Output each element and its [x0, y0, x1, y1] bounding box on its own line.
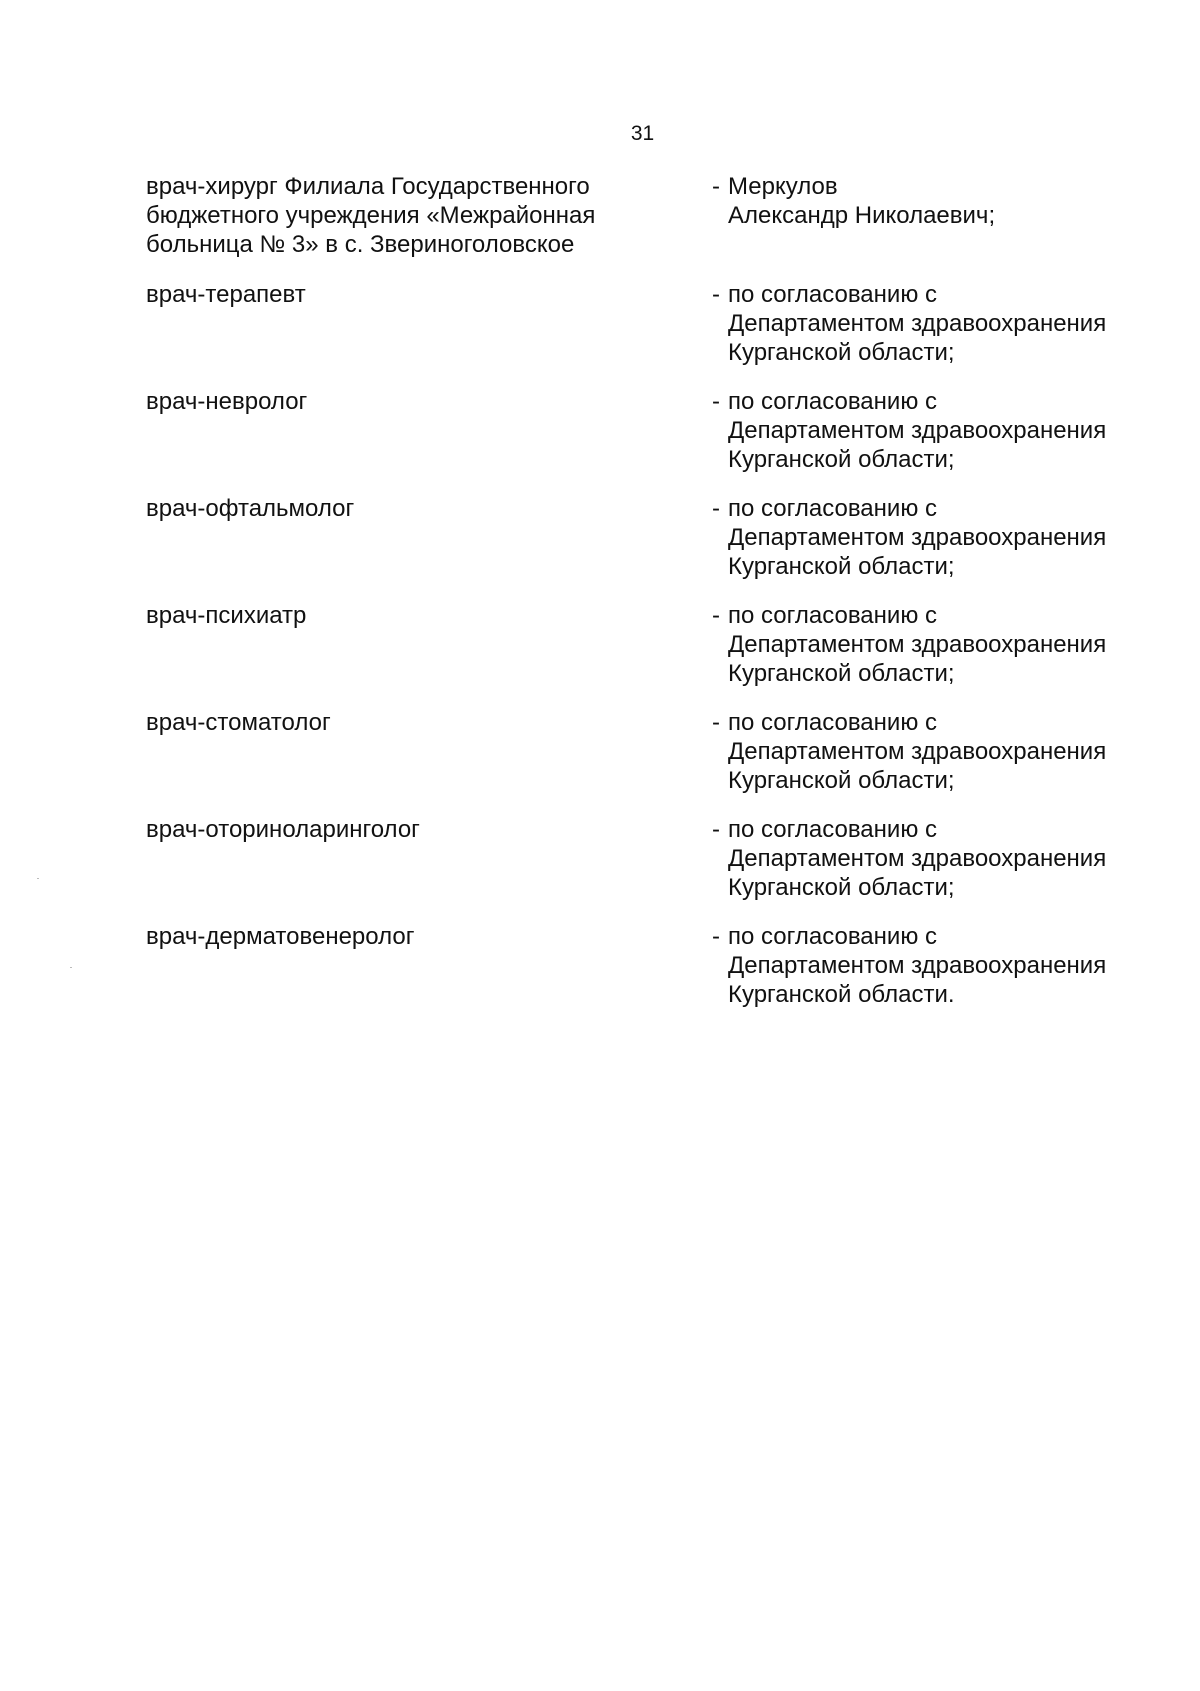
- assignee-text: по согласованию с Департаментом здравоохранения Курганской области;: [728, 495, 1107, 580]
- commission-list: [146, 172, 1146, 1029]
- list-dash: -: [712, 923, 720, 950]
- assignee: [712, 922, 1146, 1009]
- list-dash: -: [712, 816, 720, 843]
- list-dash: -: [712, 388, 720, 415]
- scan-speck: [37, 878, 39, 879]
- list-dash: -: [712, 495, 720, 522]
- list-dash: -: [712, 602, 720, 629]
- list-item: [146, 922, 1146, 1009]
- assignee-text: по согласованию с Департаментом здравоохранения Курганской области;: [728, 388, 1107, 473]
- list-item: [146, 494, 1146, 581]
- position-title: врач-терапевт: [146, 281, 306, 308]
- position-title: врач-психиатр: [146, 602, 307, 629]
- assignee: [712, 387, 1146, 474]
- assignee-text: по согласованию с Департаментом здравоохранения Курганской области;: [728, 816, 1107, 901]
- position-title: врач-дерматовенеролог: [146, 923, 415, 950]
- list-item: [146, 601, 1146, 688]
- page-number: 31: [630, 122, 655, 145]
- assignee: [712, 280, 1146, 367]
- assignee-text: по согласованию с Департаментом здравоохранения Курганской области.: [728, 923, 1107, 1008]
- list-item: [146, 280, 1146, 367]
- list-dash: -: [712, 709, 720, 736]
- assignee: [712, 708, 1146, 795]
- assignee: [712, 172, 1146, 230]
- list-item: [146, 387, 1146, 474]
- assignee-text: по согласованию с Департаментом здравоохранения Курганской области;: [728, 709, 1107, 794]
- list-item: [146, 172, 1146, 259]
- assignee-text: Меркулов Александр Николаевич;: [728, 173, 996, 229]
- assignee: [712, 815, 1146, 902]
- assignee: [712, 601, 1146, 688]
- list-dash: -: [712, 173, 720, 200]
- list-item: [146, 708, 1146, 795]
- assignee: [712, 494, 1146, 581]
- assignee-text: по согласованию с Департаментом здравоохранения Курганской области;: [728, 281, 1107, 366]
- list-item: [146, 815, 1146, 902]
- assignee-text: по согласованию с Департаментом здравоохранения Курганской области;: [728, 602, 1107, 687]
- position-title: врач-оториноларинголог: [146, 816, 420, 843]
- position-title: врач-хирург Филиала Государственного бюджетного учреждения «Межрайонная больница № 3» в с. Звериноголовское: [146, 173, 596, 258]
- scan-speck: [70, 967, 72, 968]
- position-title: врач-стоматолог: [146, 709, 331, 736]
- list-dash: -: [712, 281, 720, 308]
- position-title: врач-офтальмолог: [146, 495, 355, 522]
- position-title: врач-невролог: [146, 388, 308, 415]
